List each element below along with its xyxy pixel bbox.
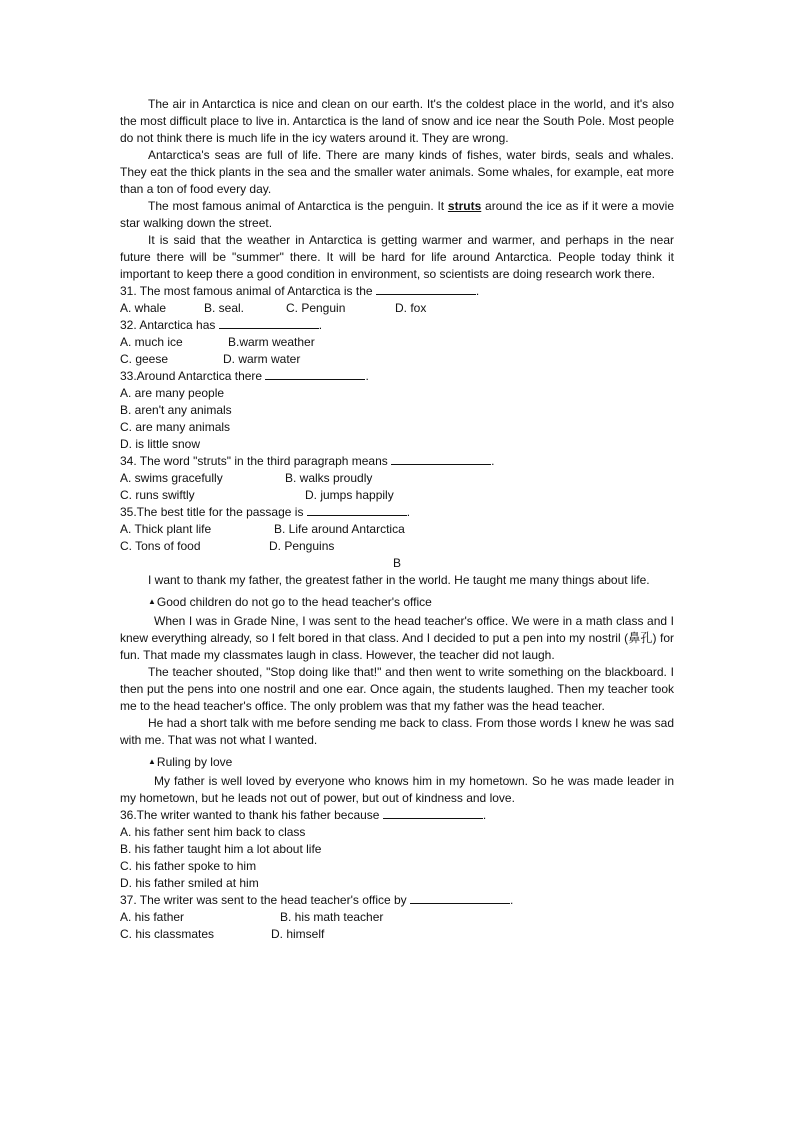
option: A. swims gracefully xyxy=(120,471,223,485)
question-end: . xyxy=(365,369,369,383)
question-stem: 35.The best title for the passage is xyxy=(120,505,304,519)
subheading xyxy=(148,753,674,771)
question-stem: 31. The most famous animal of Antarctica is the xyxy=(120,284,373,298)
option: B. seal. xyxy=(204,301,245,315)
subheading xyxy=(148,593,674,611)
option: C. are many animals xyxy=(120,420,231,434)
passage-paragraph: When I was in Grade Nine, I was sent to the head teacher's office. We were in a math class and I knew everything already, so I felt bored in that class. And I decided to put a pen into my nostril (鼻孔) for fun. That made my classmates laugh in class. However, the teacher did not laugh. xyxy=(120,614,674,662)
question-32 xyxy=(120,317,674,334)
triangle-icon: ▲ xyxy=(148,757,156,766)
option: C. Tons of food xyxy=(120,539,201,553)
section-label: B xyxy=(392,556,401,570)
question-end: . xyxy=(491,454,495,468)
subheading-title: Ruling by love xyxy=(156,755,233,769)
option: A. whale xyxy=(120,301,167,315)
options-row xyxy=(120,538,674,555)
question-35 xyxy=(120,504,674,521)
options-row xyxy=(120,926,674,943)
option: B. aren't any animals xyxy=(120,403,232,417)
options-row xyxy=(120,521,674,538)
option: D. jumps happily xyxy=(305,488,394,502)
question-34 xyxy=(120,453,674,470)
option: D. warm water xyxy=(223,352,301,366)
question-33 xyxy=(120,368,674,385)
options-row xyxy=(120,351,674,368)
question-end: . xyxy=(482,808,487,822)
question-36 xyxy=(120,807,674,824)
option: D. Penguins xyxy=(269,539,335,553)
question-end: . xyxy=(406,505,411,519)
passage-text: The most famous animal of Antarctica is the penguin. It xyxy=(148,199,448,213)
question-end: . xyxy=(475,284,480,298)
passage-paragraph: The air in Antarctica is nice and clean on our earth. It's the coldest place in the world, and it's also the most difficult place to live in. Antarctica is the land of snow and ice near the South Pole. Most people do not think there is much life in the icy waters around it. They are wrong. xyxy=(120,97,674,145)
question-stem: 34. The word "struts" in the third paragraph means xyxy=(120,454,388,468)
passage-paragraph: My father is well loved by everyone who knows him in my hometown. So he was made leader in my hometown, but he leads not out of power, but out of kindness and love. xyxy=(120,774,674,805)
options-row xyxy=(120,470,674,487)
options-row xyxy=(120,909,674,926)
question-stem: 37. The writer was sent to the head teacher's office by xyxy=(120,893,407,907)
options-row xyxy=(120,300,674,317)
option: C. geese xyxy=(120,352,169,366)
option: B. his father taught him a lot about life xyxy=(120,842,322,856)
passage-paragraph: He had a short talk with me before sending me back to class. From those words I knew he was sad with me. That was not what I wanted. xyxy=(120,716,674,747)
question-end: . xyxy=(318,318,323,332)
option: A. Thick plant life xyxy=(120,522,212,536)
answer-blank xyxy=(383,807,483,819)
option: A. are many people xyxy=(120,386,225,400)
passage-paragraph: I want to thank my father, the greatest father in the world. He taught me many things about life. xyxy=(148,573,650,587)
option: A. much ice xyxy=(120,335,183,349)
option: D. himself xyxy=(271,927,325,941)
question-stem: 32. Antarctica has xyxy=(120,318,216,332)
key-word: struts xyxy=(447,199,482,213)
options-row xyxy=(120,487,674,504)
question-37 xyxy=(120,892,674,909)
answer-blank xyxy=(391,453,491,465)
passage-paragraph xyxy=(120,198,674,232)
option: C. Penguin xyxy=(286,301,346,315)
answer-blank xyxy=(219,317,319,329)
passage-paragraph: It is said that the weather in Antarctica is getting warmer and warmer, and perhaps in the near future there will be "summer" there. It will be hard for life around Antarctica. People today think it important to keep there a good condition in environment, so scientists are doing research work there. xyxy=(120,233,674,281)
option: A. his father sent him back to class xyxy=(120,825,306,839)
question-end: . xyxy=(510,893,514,907)
question-stem: 33.Around Antarctica there xyxy=(120,369,263,383)
triangle-icon: ▲ xyxy=(148,597,156,606)
option: A. his father xyxy=(120,910,185,924)
option: D. his father smiled at him xyxy=(120,876,259,890)
subheading-title: Good children do not go to the head teacher's office xyxy=(156,595,432,609)
option: C. his father spoke to him xyxy=(120,859,257,873)
answer-blank xyxy=(410,892,510,904)
passage-paragraph: Antarctica's seas are full of life. There are many kinds of fishes, water birds, seals and whales. They eat the thick plants in the sea and the smaller water animals. Some whales, for example, eat more than a ton of food every day. xyxy=(120,148,674,196)
question-31 xyxy=(120,283,674,300)
option: B. walks proudly xyxy=(285,471,373,485)
option: B.warm weather xyxy=(228,335,315,349)
option: C. runs swiftly xyxy=(120,488,195,502)
answer-blank xyxy=(307,504,407,516)
option: B. Life around Antarctica xyxy=(274,522,405,536)
option: B. his math teacher xyxy=(280,910,384,924)
passage-paragraph: The teacher shouted, "Stop doing like that!" and then went to write something on the blackboard. I then put the pens into one nostril and one ear. Once again, the students laughed. Then my teacher took me to the head teacher's office. The only problem was that my father was the head teacher. xyxy=(120,665,674,713)
option: D. is little snow xyxy=(120,437,201,451)
option: D. fox xyxy=(395,301,427,315)
document-page xyxy=(120,96,674,943)
option: C. his classmates xyxy=(120,927,215,941)
answer-blank xyxy=(376,283,476,295)
question-stem: 36.The writer wanted to thank his father because xyxy=(120,808,380,822)
options-row xyxy=(120,334,674,351)
passage-text: around the ice as if it were a movie star walking down the street. xyxy=(120,199,675,230)
answer-blank xyxy=(265,368,365,380)
